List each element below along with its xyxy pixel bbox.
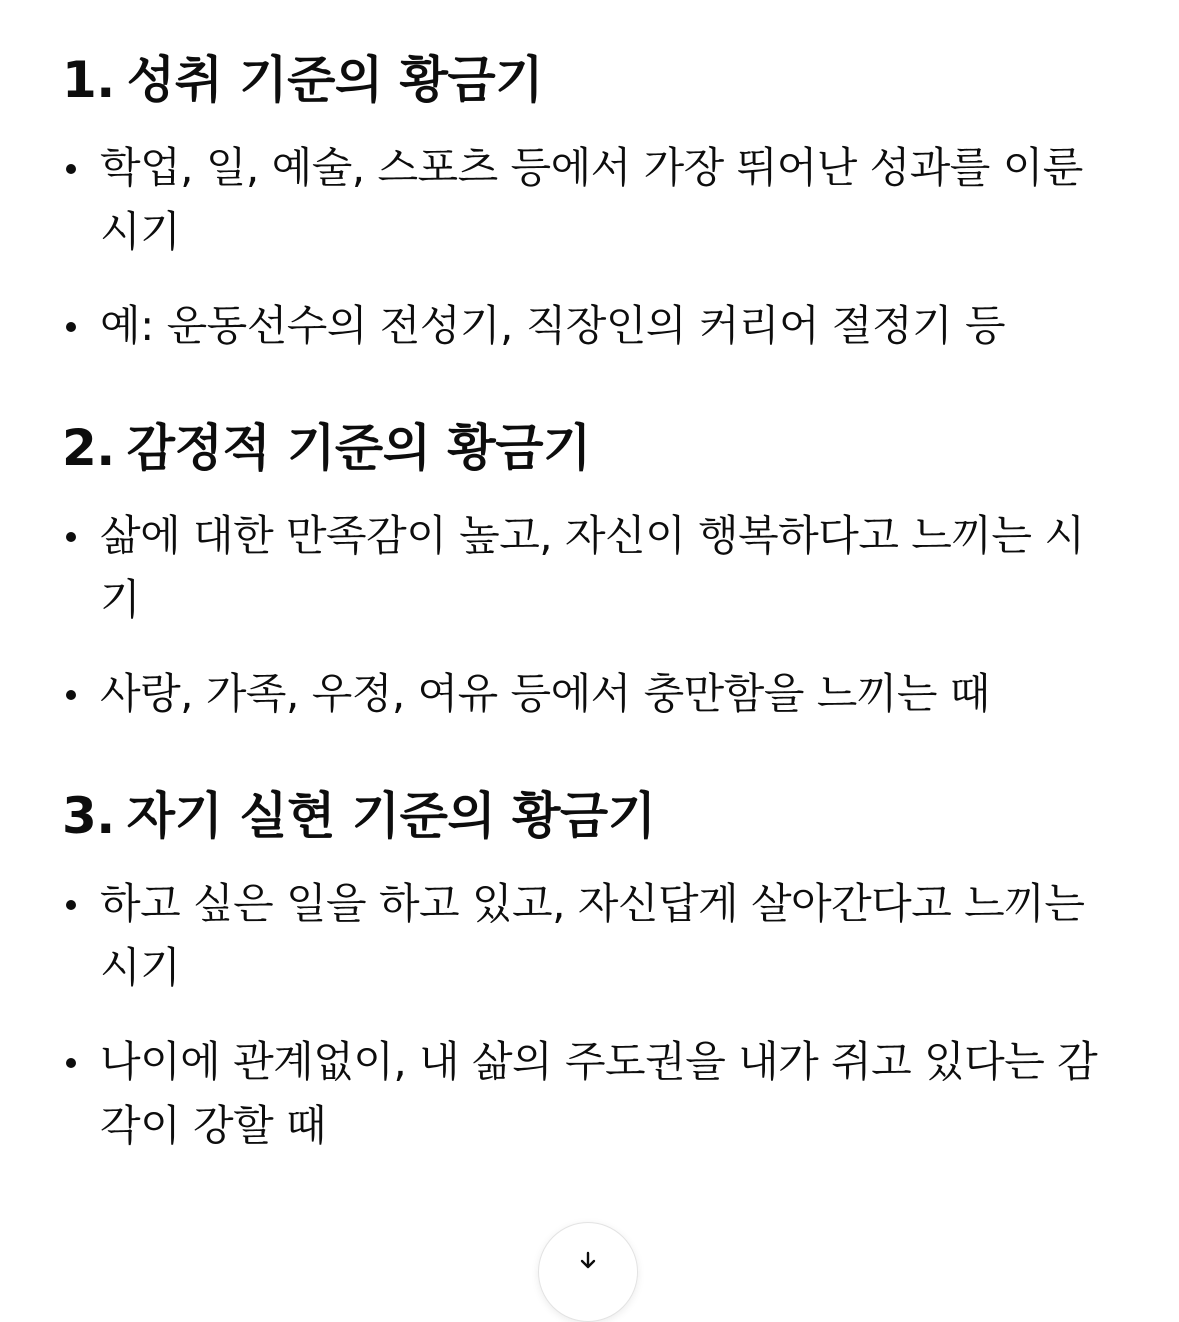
list-item: 하고 싶은 일을 하고 있고, 자신답게 살아간다고 느끼는 시기 bbox=[62, 872, 1122, 1000]
section-title: 감정적 기준의 황금기 bbox=[126, 419, 591, 477]
message-content bbox=[62, 40, 1122, 1188]
section-number: 2. bbox=[62, 419, 115, 477]
bullet-list bbox=[62, 136, 1122, 358]
section-emotional bbox=[62, 408, 1122, 726]
list-item: 학업, 일, 예술, 스포츠 등에서 가장 뛰어난 성과를 이룬 시기 bbox=[62, 136, 1122, 264]
section-achievement bbox=[62, 40, 1122, 358]
list-item: 예: 운동선수의 전성기, 직장인의 커리어 절정기 등 bbox=[62, 294, 1122, 358]
section-heading bbox=[62, 40, 1122, 120]
section-number: 3. bbox=[62, 787, 115, 845]
bullet-list bbox=[62, 872, 1122, 1158]
section-self-realization bbox=[62, 776, 1122, 1158]
list-item: 나이에 관계없이, 내 삶의 주도권을 내가 쥐고 있다는 감각이 강할 때 bbox=[62, 1030, 1122, 1158]
section-title: 자기 실현 기준의 황금기 bbox=[126, 787, 656, 845]
arrow-down-icon bbox=[579, 1251, 597, 1269]
section-title: 성취 기준의 황금기 bbox=[126, 51, 544, 109]
section-heading bbox=[62, 776, 1122, 856]
list-item: 삶에 대한 만족감이 높고, 자신이 행복하다고 느끼는 시기 bbox=[62, 504, 1122, 632]
scroll-to-bottom-button[interactable] bbox=[538, 1222, 638, 1322]
section-number: 1. bbox=[62, 51, 115, 109]
bullet-list bbox=[62, 504, 1122, 726]
list-item: 사랑, 가족, 우정, 여유 등에서 충만함을 느끼는 때 bbox=[62, 662, 1122, 726]
section-heading bbox=[62, 408, 1122, 488]
